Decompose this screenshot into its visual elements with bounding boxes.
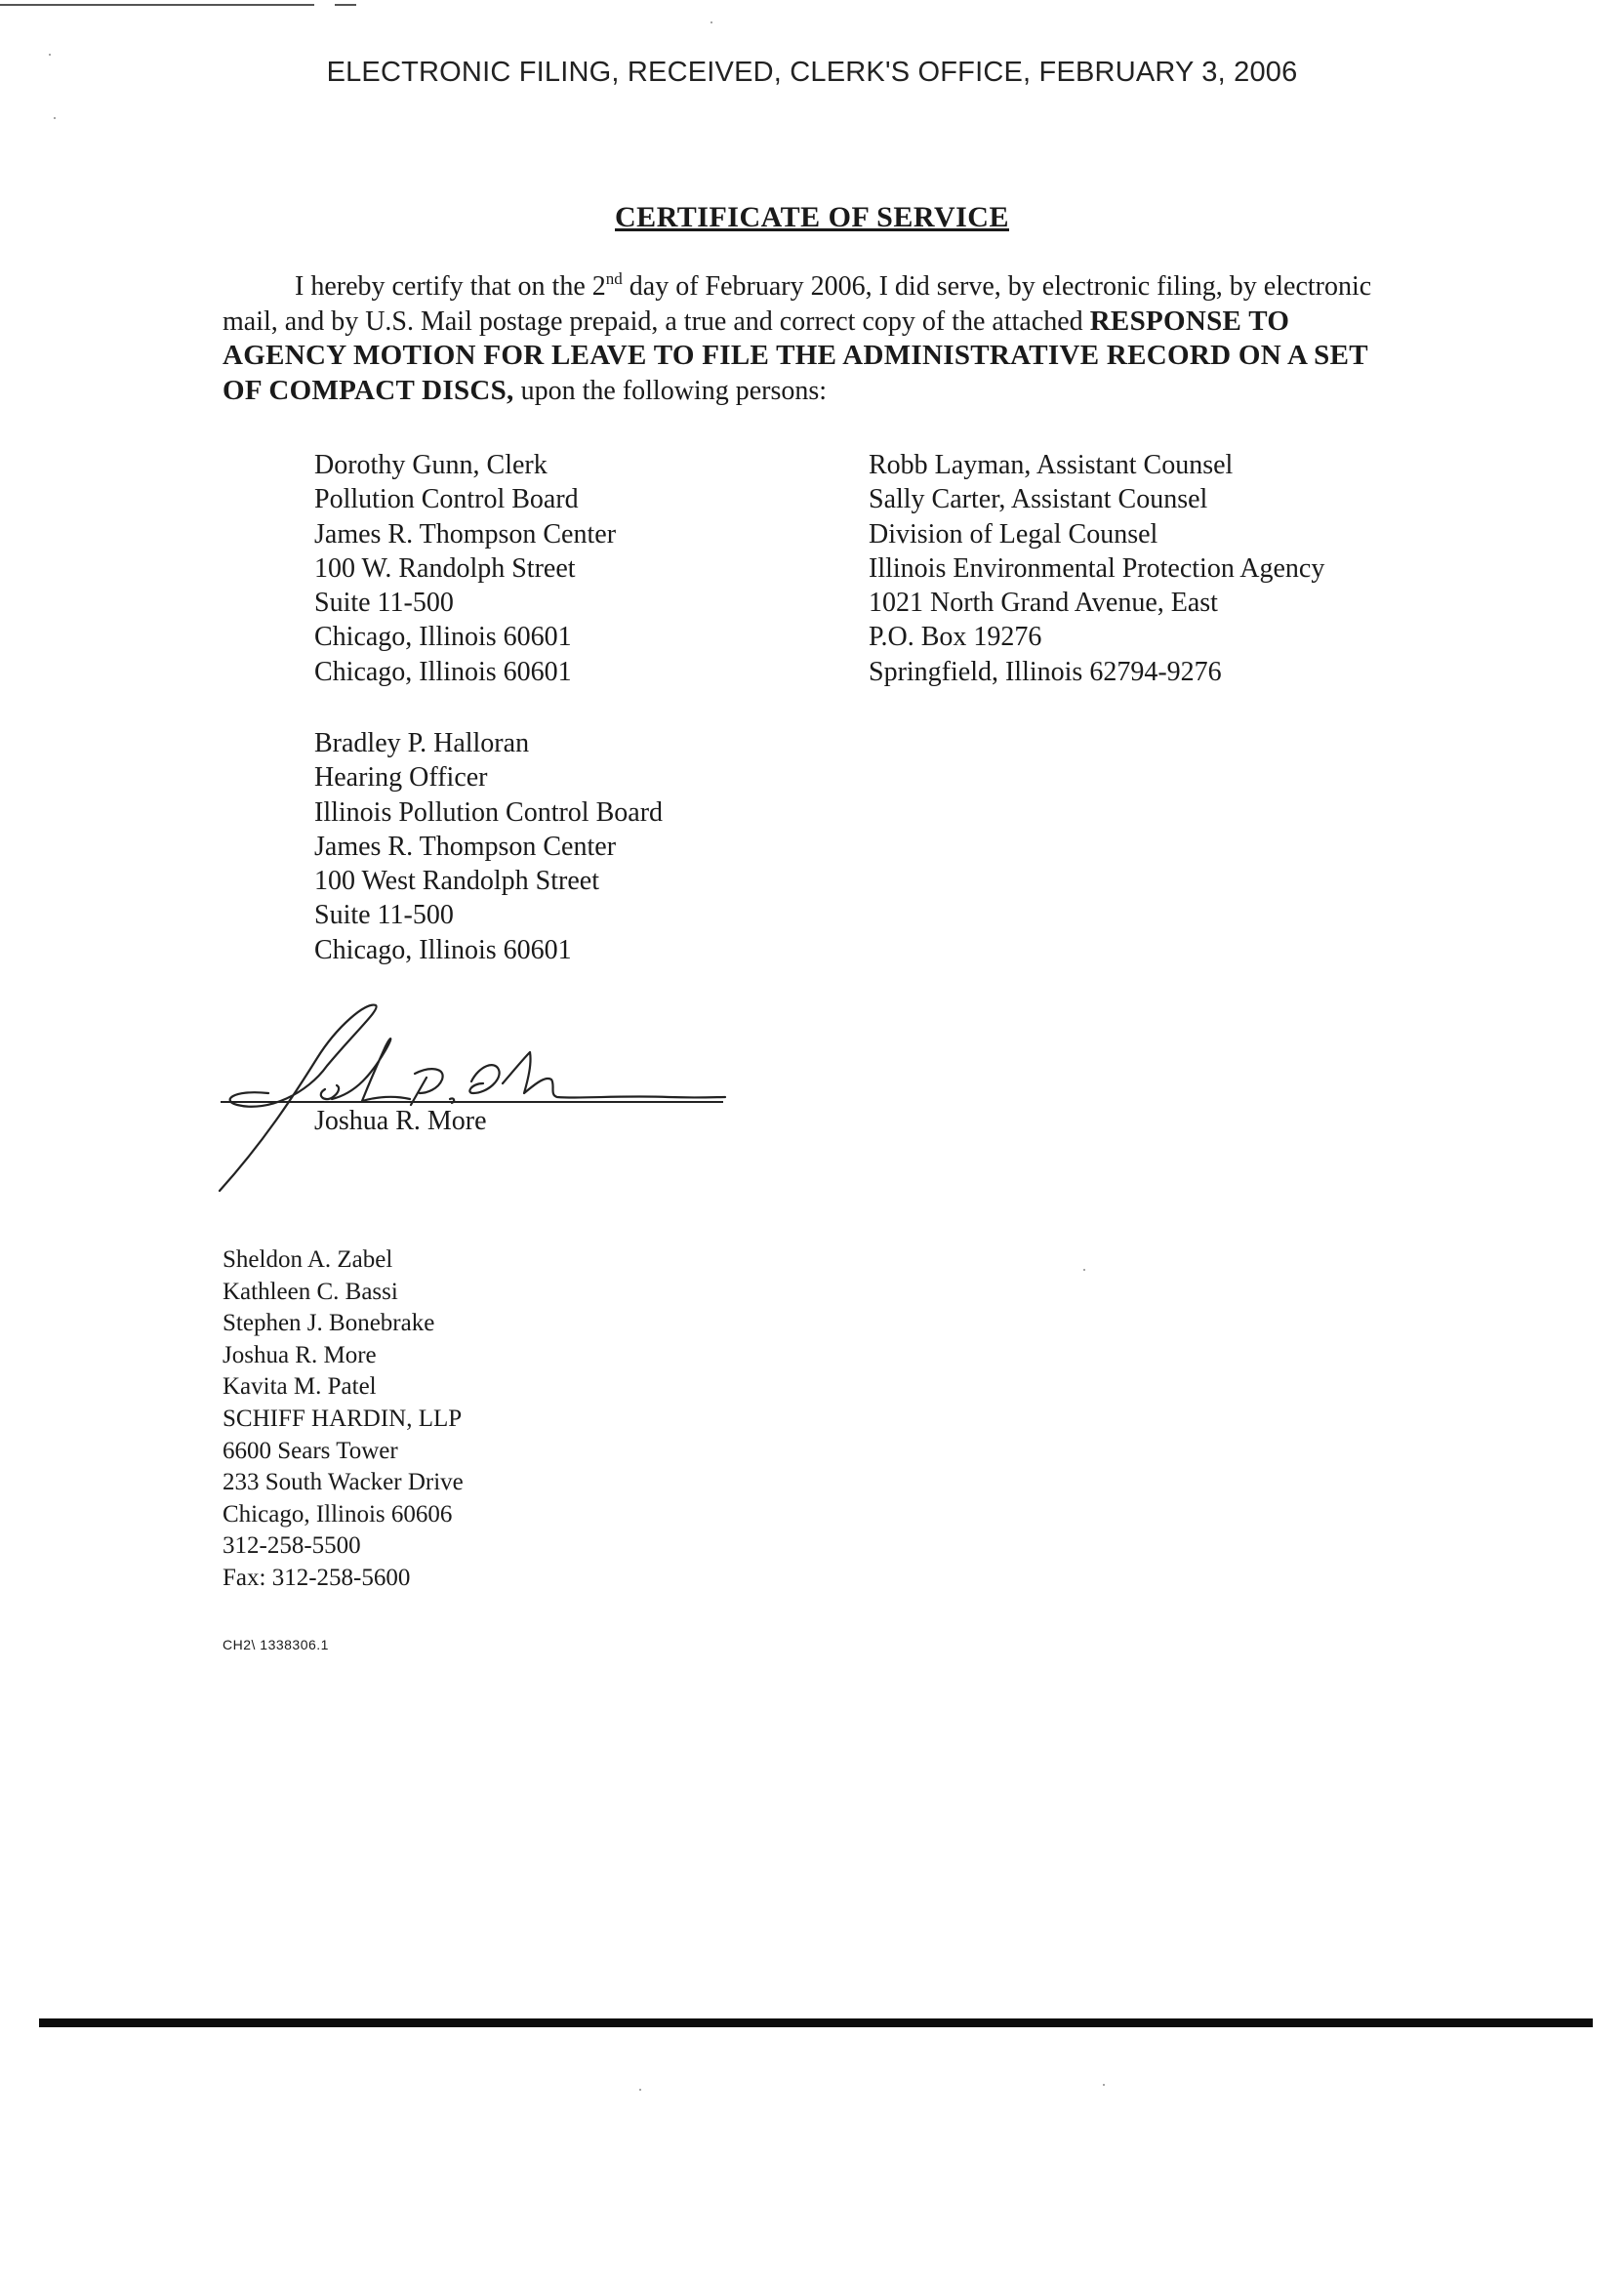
address-line: P.O. Box 19276 <box>869 622 1042 653</box>
firm-address-block <box>223 1244 464 1595</box>
address-line: Bradley P. Halloran <box>314 728 530 758</box>
firm-line: Stephen J. Bonebrake <box>223 1310 435 1337</box>
body-text-part1: I hereby certify that on the 2 <box>295 271 606 302</box>
body-text-part2: day of February 2006, I did serve, by electronic filing, by electronic mail, and by U.S. Mail postage prepaid, a true and correct copy of the attached <box>223 271 1372 337</box>
ordinal-suffix: nd <box>605 269 623 288</box>
firm-line: 6600 Sears Tower <box>223 1437 398 1464</box>
firm-line: Kathleen C. Bassi <box>223 1278 398 1305</box>
address-line: James R. Thompson Center <box>314 831 617 862</box>
address-line: 100 West Randolph Street <box>314 866 599 897</box>
address-line: Sally Carter, Assistant Counsel <box>869 484 1208 515</box>
firm-line: 233 South Wacker Drive <box>223 1469 464 1496</box>
document-reference-title: RESPONSE TO AGENCY MOTION FOR LEAVE TO FILE THE ADMINISTRATIVE RECORD ON A SET OF COMPACT DISCS, <box>223 305 1368 406</box>
address-line: Illinois Pollution Control Board <box>314 796 664 828</box>
document-title: CERTIFICATE OF SERVICE <box>615 201 1009 233</box>
firm-line: 312-258-5500 <box>223 1532 361 1560</box>
address-line: Dorothy Gunn, Clerk <box>314 450 548 480</box>
top-scan-rule-short <box>335 4 356 6</box>
certification-paragraph <box>223 269 1405 408</box>
body-text-part3: upon the following persons: <box>513 375 828 406</box>
scan-speck <box>710 21 712 23</box>
address-line: Chicago, Illinois 60601 <box>314 656 572 687</box>
firm-line: Kavita M. Patel <box>223 1373 377 1401</box>
address-line: Illinois Environmental Protection Agency <box>869 552 1325 584</box>
filing-stamp-header: ELECTRONIC FILING, RECEIVED, CLERK'S OFFICE, FEBRUARY 3, 2006 <box>326 57 1298 88</box>
recipient-address-block <box>314 448 616 689</box>
firm-line: Chicago, Illinois 60606 <box>223 1500 453 1528</box>
address-line: Hearing Officer <box>314 762 488 794</box>
recipient-address-block <box>869 448 1324 689</box>
address-line: Pollution Control Board <box>314 484 579 515</box>
address-line: Chicago, Illinois 60601 <box>314 622 572 653</box>
address-line: James R. Thompson Center <box>314 518 617 550</box>
address-line: Suite 11-500 <box>314 588 454 619</box>
address-line: 100 W. Randolph Street <box>314 552 576 584</box>
firm-line: SCHIFF HARDIN, LLP <box>223 1405 463 1432</box>
signature-line <box>221 1101 723 1103</box>
address-line: Robb Layman, Assistant Counsel <box>869 450 1234 480</box>
firm-line: Fax: 312-258-5600 <box>223 1564 411 1591</box>
firm-line: Joshua R. More <box>223 1341 377 1368</box>
recipient-address-block <box>314 726 663 967</box>
scan-speck <box>639 2089 641 2091</box>
address-line: Division of Legal Counsel <box>869 518 1158 550</box>
address-line: Chicago, Illinois 60601 <box>314 934 572 965</box>
signer-name: Joshua R. More <box>314 1106 487 1136</box>
bottom-scan-rule <box>39 2018 1593 2027</box>
scan-speck <box>49 54 51 56</box>
scan-speck <box>54 117 56 119</box>
top-scan-rule <box>0 4 314 6</box>
scan-speck <box>1083 1269 1085 1271</box>
document-id: CH2\ 1338306.1 <box>223 1637 329 1652</box>
address-line: Springfield, Illinois 62794-9276 <box>869 656 1222 687</box>
address-line: 1021 North Grand Avenue, East <box>869 588 1218 619</box>
firm-line: Sheldon A. Zabel <box>223 1246 393 1273</box>
scan-speck <box>1103 2084 1105 2086</box>
address-line: Suite 11-500 <box>314 900 454 931</box>
